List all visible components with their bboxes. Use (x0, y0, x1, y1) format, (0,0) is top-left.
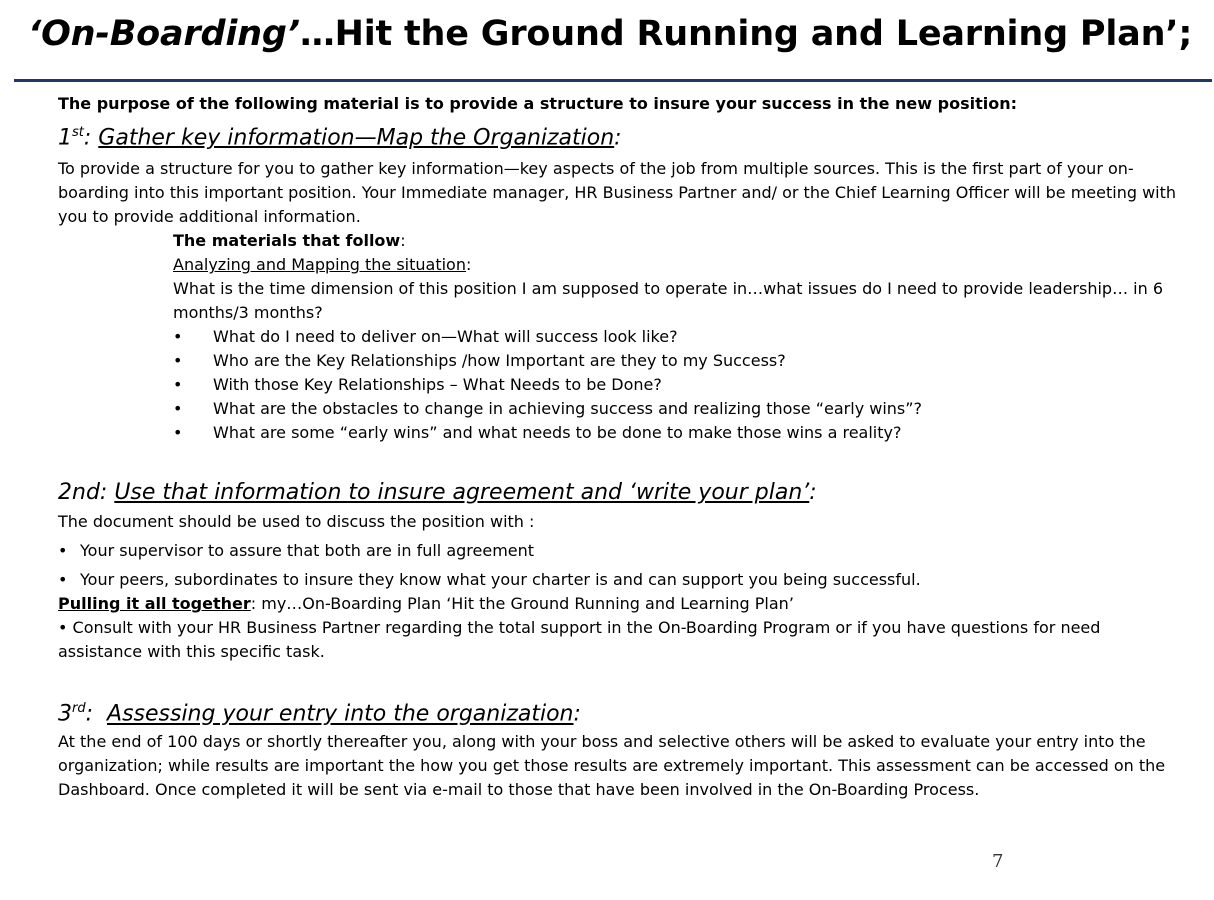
section2-heading: 2nd: Use that information to insure agreement and ‘write your plan’: (58, 480, 817, 506)
pulling-together-line: Pulling it all together: my…On-Boarding Plan ‘Hit the Ground Running and Learning Plan’ (58, 594, 794, 614)
list-item: • Your supervisor to assure that both are in full agreement (58, 539, 1188, 563)
title-divider (14, 79, 1212, 82)
bullet-icon: • (173, 399, 183, 419)
section1-heading-text: Gather key information—Map the Organization (98, 125, 615, 151)
page-title (28, 14, 1192, 54)
analyzing-label: Analyzing and Mapping the situation: (173, 255, 472, 275)
page-number: 7 (992, 851, 1004, 872)
bullet-icon: • (58, 541, 68, 561)
section3-heading-text: Assessing your entry into the organization (107, 701, 574, 727)
time-dimension-question: What is the time dimension of this position I am supposed to operate in…what issues do I need to provide leadership… in 6 months/3 months? (173, 279, 1164, 323)
section3-heading: 3rd: Assessing your entry into the organization: (58, 701, 581, 727)
intro-text: The purpose of the following material is to provide a structure to insure your success in the new position: (58, 94, 1017, 113)
bullet-icon: • (173, 375, 183, 395)
title-italic: ‘On-Boarding’ (28, 14, 300, 54)
list-item: • With those Key Relationships – What Needs to be Done? (173, 373, 1188, 397)
bullet-icon: • (173, 351, 183, 371)
materials-block (58, 229, 1188, 445)
bullet-icon: • (58, 570, 68, 590)
document-body (58, 92, 1188, 802)
list-item: • What are the obstacles to change in achieving success and realizing those “early wins”? (173, 397, 1188, 421)
section1-heading: 1st: Gather key information—Map the Organization: (58, 125, 622, 151)
section2-intro: The document should be used to discuss the position with : (58, 512, 535, 532)
section1-body: To provide a structure for you to gather key information—key aspects of the job from multiple sources. This is the first part of your on-boarding into this important position. Your Immediate manager, HR Business Partner and/ or the Chief Learning Officer will be meeting with you to provide additional information. (58, 159, 1177, 227)
materials-label: The materials that follow: (173, 231, 406, 251)
title-rest: …Hit the Ground Running and Learning Plan’; (299, 14, 1193, 54)
consult-line: • Consult with your HR Business Partner regarding the total support in the On-Boarding Program or if you have questions for need assistance with this specific task. (58, 618, 1101, 662)
list-item: • Who are the Key Relationships /how Important are they to my Success? (173, 349, 1188, 373)
bullet-icon: • (173, 423, 183, 443)
section2-heading-text: Use that information to insure agreement and ‘write your plan’ (114, 480, 810, 506)
bullet-icon: • (173, 327, 183, 347)
list-item: • What are some “early wins” and what needs to be done to make those wins a reality? (173, 421, 1188, 445)
section3-body: At the end of 100 days or shortly thereafter you, along with your boss and selective others will be asked to evaluate your entry into the organization; while results are important the how you get those results are extremely important. This assessment can be accessed on the Dashboard. Once completed it will be sent via e-mail to those that have been involved in the On-Boarding Process. (58, 731, 1166, 799)
bullet-icon: • (58, 618, 68, 638)
list-item: • What do I need to deliver on—What will success look like? (173, 325, 1188, 349)
list-item: • Your peers, subordinates to insure they know what your charter is and can support you being successful. (58, 568, 1188, 592)
